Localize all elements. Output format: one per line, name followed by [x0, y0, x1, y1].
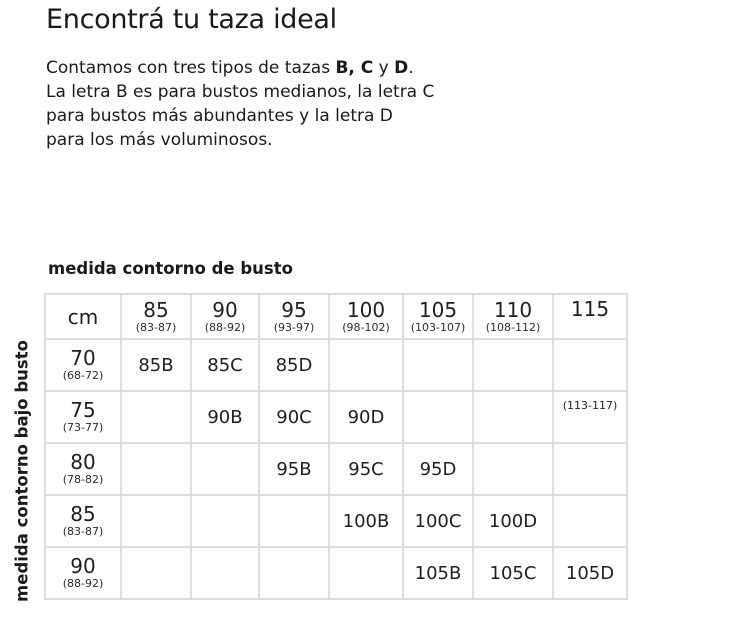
table-cell: 105B: [403, 547, 473, 599]
column-size: 110: [493, 297, 533, 322]
table-cell: 95B: [259, 443, 329, 495]
table-cell: 100D: [473, 495, 553, 547]
row-header: [45, 339, 121, 391]
table-cell: [403, 339, 473, 391]
corner-cell: [45, 294, 121, 339]
table-cell: 105C: [473, 547, 553, 599]
table-cell: [121, 547, 191, 599]
column-range: (103-107): [410, 320, 466, 334]
table-cell: [121, 443, 191, 495]
unit-label: cm: [67, 304, 99, 329]
intro-line: para bustos más abundantes y la letra D: [46, 106, 393, 126]
row-range: (73-77): [62, 421, 104, 434]
size-table: [44, 293, 628, 600]
table-cell: 100B: [329, 495, 403, 547]
row-range: (68-72): [62, 369, 104, 382]
column-header: [553, 294, 627, 339]
intro-cups-bold: B, C: [335, 58, 374, 78]
column-header: [403, 294, 473, 339]
column-size: 95: [281, 297, 307, 322]
table-cell: [121, 495, 191, 547]
column-header: [473, 294, 553, 339]
intro-text: y: [373, 58, 395, 78]
table-cell: [473, 391, 553, 443]
intro-text: .: [408, 58, 414, 78]
row-size: 80: [70, 450, 96, 474]
table-cell: [473, 443, 553, 495]
table-cell: [191, 495, 259, 547]
table-cell: 90D: [329, 391, 403, 443]
row-size: 70: [70, 346, 96, 370]
column-range: (83-87): [135, 320, 177, 334]
column-header: [121, 294, 191, 339]
row-header: [45, 391, 121, 443]
row-size: 90: [70, 554, 96, 578]
table-cell: [553, 339, 627, 391]
table-cell: 100C: [403, 495, 473, 547]
table-cell: [473, 339, 553, 391]
column-range: (98-102): [342, 320, 390, 334]
table-cell: [259, 495, 329, 547]
row-size: 75: [70, 398, 96, 422]
column-size: 105: [418, 297, 458, 322]
intro-line: para los más voluminosos.: [46, 130, 273, 150]
table-cell: 105D: [553, 547, 627, 599]
table-cell: 90C: [259, 391, 329, 443]
column-header: [191, 294, 259, 339]
table-cell: [553, 443, 627, 495]
header-row: [45, 294, 627, 339]
table-cell: [191, 443, 259, 495]
row-range: (83-87): [62, 525, 104, 538]
table-cell: 90B: [191, 391, 259, 443]
table-cell: [553, 495, 627, 547]
column-size: 115: [570, 297, 610, 321]
column-range: (93-97): [273, 320, 315, 334]
bust-axis-label: medida contorno de busto: [48, 259, 293, 278]
table-row: [45, 495, 627, 547]
table-row: [45, 339, 627, 391]
table-cell: [329, 547, 403, 599]
table-cell: 85B: [121, 339, 191, 391]
column-range-115-cell: [553, 391, 627, 443]
column-header: [329, 294, 403, 339]
table-row: [45, 391, 627, 443]
page-title: Encontrá tu taza ideal: [46, 4, 337, 35]
intro-text: Contamos con tres tipos de tazas: [46, 58, 336, 78]
row-range: (78-82): [62, 473, 104, 486]
intro-paragraph: [46, 56, 506, 152]
column-size: 100: [346, 297, 386, 322]
column-range: (88-92): [204, 320, 246, 334]
row-header: [45, 495, 121, 547]
column-size: 85: [143, 297, 169, 322]
table-cell: 95C: [329, 443, 403, 495]
intro-line: La letra B es para bustos medianos, la letra C: [46, 82, 435, 102]
column-range: (113-117): [562, 398, 618, 412]
intro-cup-d-bold: D: [394, 58, 409, 78]
column-header: [259, 294, 329, 339]
table-cell: 85C: [191, 339, 259, 391]
row-header: [45, 443, 121, 495]
table-row: [45, 443, 627, 495]
table-row: [45, 547, 627, 599]
row-header: [45, 547, 121, 599]
table-cell: [403, 391, 473, 443]
table-cell: 85D: [259, 339, 329, 391]
table-cell: 95D: [403, 443, 473, 495]
table-cell: [259, 547, 329, 599]
row-size: 85: [70, 502, 96, 526]
table-cell: [191, 547, 259, 599]
table-cell: [121, 391, 191, 443]
column-range: (108-112): [485, 320, 541, 334]
column-size: 90: [212, 297, 238, 322]
row-range: (88-92): [62, 577, 104, 590]
table-cell: [329, 339, 403, 391]
underbust-axis-label: medida contorno bajo busto: [12, 340, 32, 602]
